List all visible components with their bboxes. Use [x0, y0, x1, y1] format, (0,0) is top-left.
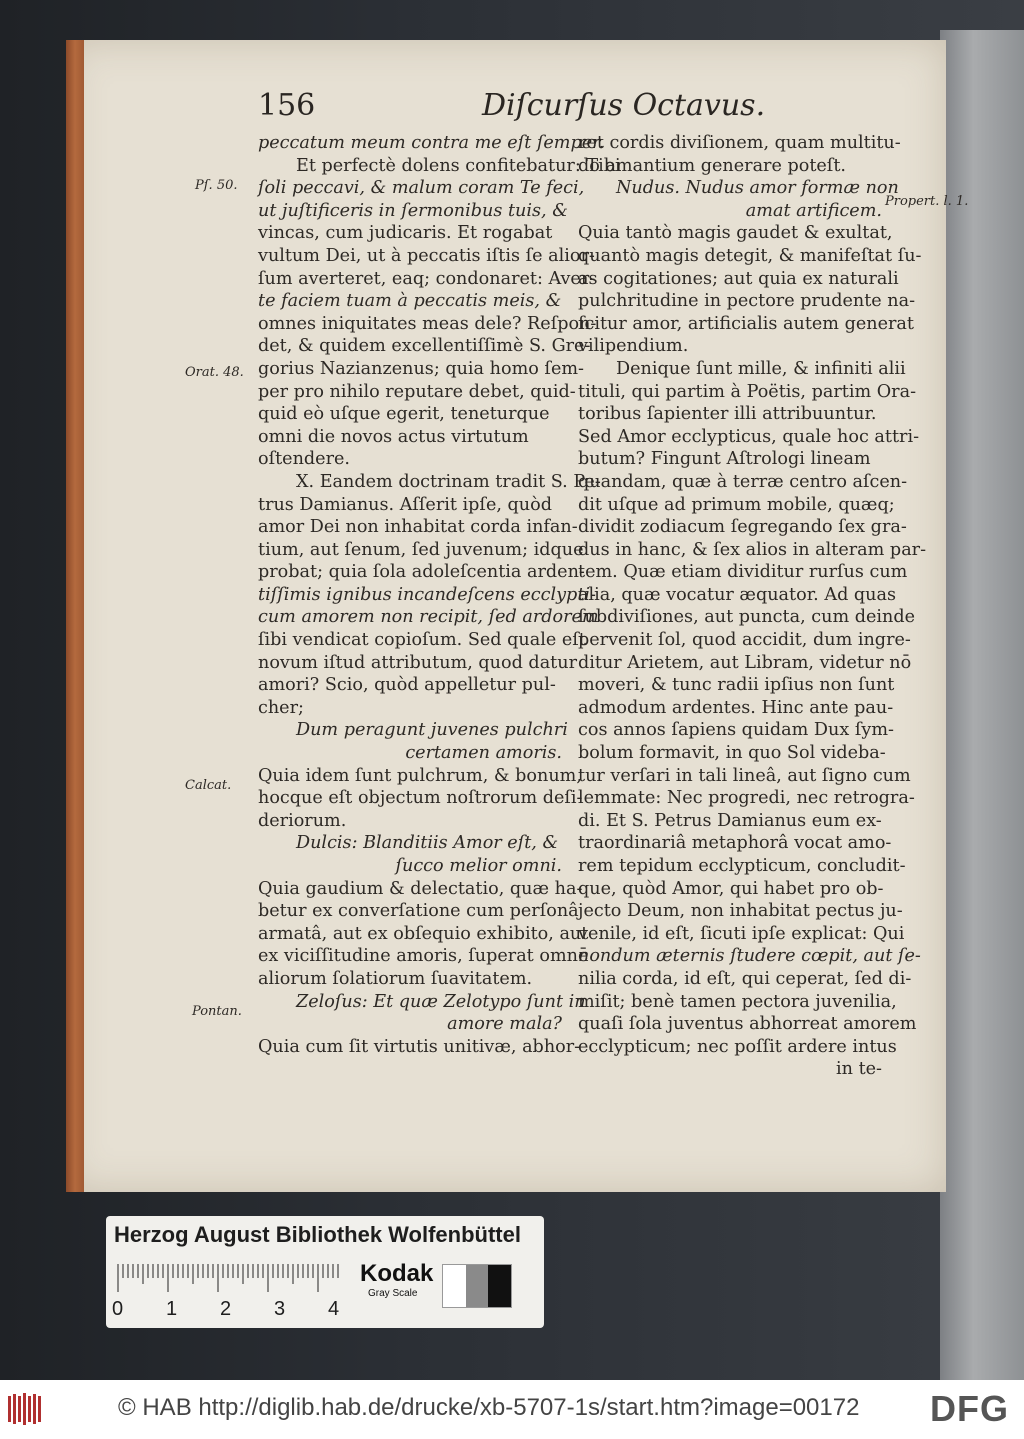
text-line: Quia idem ſunt pulchrum, & bonum,	[258, 765, 582, 786]
text-line: cos annos ſapiens quidam Dux ſym-	[578, 720, 894, 741]
left-column	[258, 132, 621, 1058]
text-line: vilipendium.	[578, 336, 689, 357]
text-line: vultum Dei, ut à peccatis iſtis ſe alior-	[258, 245, 595, 266]
text-line: Zeloſus: Et quæ Zelotypo ſunt in	[296, 991, 586, 1012]
text-line: Quia cum ſit virtutis unitivæ, abhor-	[258, 1036, 581, 1057]
text-line: nilia corda, id eſt, qui ceperat, ſed di-	[578, 968, 912, 989]
text-line: ret cordis diviſionem, quam multitu-	[578, 133, 901, 153]
marginal-note: Calcat.	[185, 778, 232, 793]
text-line: ſcitur amor, artificialis autem generat	[578, 313, 914, 334]
marginal-note: Pſ. 50.	[195, 178, 238, 193]
text-line: per pro nihilo reputare debet, quid-	[258, 381, 576, 402]
text-line: Quia tantò magis gaudet & exultat,	[578, 223, 893, 244]
text-line: dividit zodiacum ſegregando ſex gra-	[578, 517, 907, 538]
text-line: ditur Arietem, aut Libram, videtur nō	[578, 652, 912, 673]
text-line: det, & quidem excellentiſſimè S. Gre-	[258, 336, 591, 357]
text-line: pulchritudine in pectore prudente na-	[578, 291, 916, 312]
text-line: quaſi ſola juventus abhorreat amorem	[578, 1014, 917, 1035]
text-line: ut juſtificeris in ſermonibus tuis, &	[258, 200, 568, 221]
text-line: quantò magis detegit, & manifeſtat ſu-	[578, 245, 922, 266]
kodak-subtitle: Gray Scale	[368, 1288, 418, 1299]
ruler-label: 0	[112, 1298, 124, 1320]
text-line: toribus ſapienter illi attribuuntur.	[578, 404, 877, 425]
page-number: 156	[258, 88, 316, 123]
text-line: Dum peragunt juvenes pulchri	[296, 720, 568, 741]
ruler-label: 2	[220, 1298, 232, 1320]
text-line: amori? Scio, quòd appelletur pul-	[258, 675, 556, 696]
next-page-edge	[940, 30, 1024, 1380]
text-line: omnes iniquitates meas dele? Reſpon-	[258, 313, 597, 334]
text-line: deriorum.	[258, 810, 347, 831]
gray-scale-patches	[442, 1264, 512, 1308]
text-line: omni die novos actus virtutum	[258, 426, 529, 447]
text-line: pervenit ſol, quod accidit, dum ingre-	[578, 630, 911, 651]
page-gilt-edge	[66, 40, 84, 1192]
text-line: venile, id eſt, ſicuti ipſe explicat: Qui	[578, 923, 905, 944]
running-head: Diſcurſus Octavus.	[482, 88, 766, 123]
text-line: alia, quæ vocatur æquator. Ad quas	[578, 584, 897, 605]
text-line: ſubdiviſiones, aut puncta, cum deinde	[578, 607, 916, 628]
text-line: armatâ, aut ex obſequio exhibito, aut	[258, 923, 589, 944]
text-line: quid eò uſque egerit, teneturque	[258, 404, 550, 425]
text-line: Quia gaudium & delectatio, quæ ha-	[258, 878, 583, 899]
marginal-note: Pontan.	[192, 1004, 242, 1019]
text-line: lemmate: Nec progredi, nec retrogra-	[578, 788, 915, 809]
text-line: Nudus. Nudus amor formæ non	[616, 178, 899, 199]
text-line: tem. Quæ etiam dividitur rurſus cum	[578, 562, 908, 583]
text-line: ſucco melior omni.	[395, 856, 562, 876]
text-line: aliorum ſolatiorum ſuavitatem.	[258, 968, 533, 989]
gray-patch	[443, 1265, 466, 1307]
text-line: oſtendere.	[258, 449, 351, 470]
text-line: di. Et S. Petrus Damianus eum ex-	[578, 810, 882, 831]
text-line: Dulcis: Blanditiis Amor eſt, &	[296, 833, 559, 854]
hab-logo-icon	[6, 1392, 42, 1426]
text-line: cum amorem non recipit, ſed ardorem	[258, 607, 599, 628]
text-line: te faciem tuam à peccatis meis, &	[258, 291, 562, 312]
footer-bar	[0, 1380, 1024, 1439]
text-line: hocque eſt objectum noſtrorum deſi-	[258, 788, 583, 809]
color-reference-card	[106, 1216, 544, 1328]
text-line: ex viciſſitudine amoris, ſuperat omnē	[258, 946, 589, 967]
text-line: dit uſque ad primum mobile, quæq;	[578, 494, 895, 515]
text-line: ſoli peccavi, & malum coram Te feci,	[258, 178, 585, 199]
text-line: certamen amoris.	[405, 743, 562, 764]
marginal-note: Orat. 48.	[185, 365, 244, 380]
text-line: ſum averteret, eaq; condonaret: Aver-	[258, 268, 596, 289]
text-line: amat artificem.	[745, 200, 882, 221]
dfg-logo: DFG	[930, 1388, 1009, 1429]
text-line: X. Eandem doctrinam tradit S. Pe-	[296, 471, 601, 492]
text-line: tituli, qui partim à Poëtis, partim Ora-	[578, 381, 917, 402]
text-line: nondum æternis ſtudere cœpit, aut ſe-	[578, 946, 921, 967]
text-line: que, quòd Amor, qui habet pro ob-	[578, 878, 884, 899]
text-line: ſibi vendicat copioſum. Sed quale eſt	[258, 630, 586, 651]
text-line: Et perfectè dolens confitebatur: Tibi	[296, 155, 621, 176]
text-line: gorius Nazianzenus; quia homo ſem-	[258, 358, 584, 379]
text-line: bolum formavit, in quo Sol videba-	[578, 743, 886, 764]
marginal-note: Propert. l. 1.	[885, 194, 969, 209]
text-line: in te-	[836, 1059, 882, 1080]
text-line: probat; quia ſola adoleſcentia arden-	[258, 562, 585, 583]
text-line: amor Dei non inhabitat corda infan-	[258, 517, 578, 538]
text-line: tur verſari in tali lineâ, aut ſigno cum	[578, 765, 911, 786]
text-line: vincas, cum judicaris. Et rogabat	[258, 223, 553, 244]
text-line: traordinariâ metaphorâ vocat amo-	[578, 833, 892, 854]
text-line: Denique ſunt mille, & infiniti alii	[616, 358, 906, 379]
text-line: tium, aut ſenum, ſed juvenum; idque	[258, 539, 584, 560]
ruler-label: 4	[328, 1298, 340, 1320]
card-title: Herzog August Bibliothek Wolfenbüttel	[114, 1222, 521, 1247]
text-line: dus in hanc, & ſex alios in alteram par-	[578, 539, 927, 560]
ruler-scale	[116, 1264, 346, 1292]
text-line: butum? Fingunt Aſtrologi lineam	[578, 449, 871, 470]
text-line: quandam, quæ à terræ centro aſcen-	[578, 471, 908, 492]
gray-patch	[488, 1265, 511, 1307]
text-line: Sed Amor ecclypticus, quale hoc attri-	[578, 426, 920, 447]
gray-patch	[466, 1265, 489, 1307]
text-line: trus Damianus. Aſſerit ipſe, quòd	[258, 494, 552, 515]
text-line: jecto Deum, non inhabitat pectus ju-	[578, 901, 903, 922]
text-line: novum iſtud attributum, quod datur	[258, 652, 577, 673]
footer-link[interactable]: © HAB http://diglib.hab.de/drucke/xb-5707-1s/start.htm?image=00172	[118, 1394, 860, 1421]
text-line: cher;	[258, 697, 304, 718]
text-line: moveri, & tunc radii ipſius non ſunt	[578, 675, 895, 696]
text-line: tiſſimis ignibus incandeſcens ecclypti-	[258, 584, 596, 605]
text-line: rem tepidum ecclypticum, concludit-	[578, 856, 906, 876]
text-line: ecclypticum; nec poſſit ardere intus	[578, 1036, 897, 1057]
ruler-label: 3	[274, 1298, 286, 1320]
text-line: betur ex converſatione cum perſonâ	[258, 901, 579, 922]
text-line: peccatum meum contra me eſt ſemper.	[258, 133, 605, 153]
ruler-label: 1	[166, 1298, 178, 1320]
kodak-logo: Kodak	[360, 1260, 434, 1287]
text-line: as cogitationes; aut quia ex naturali	[578, 268, 899, 289]
text-line: amore mala?	[447, 1014, 562, 1035]
text-line: admodum ardentes. Hinc ante pau-	[578, 697, 894, 718]
text-line: miſit; benè tamen pectora juvenilia,	[578, 991, 897, 1012]
text-line: do amantium generare poteſt.	[578, 155, 846, 176]
